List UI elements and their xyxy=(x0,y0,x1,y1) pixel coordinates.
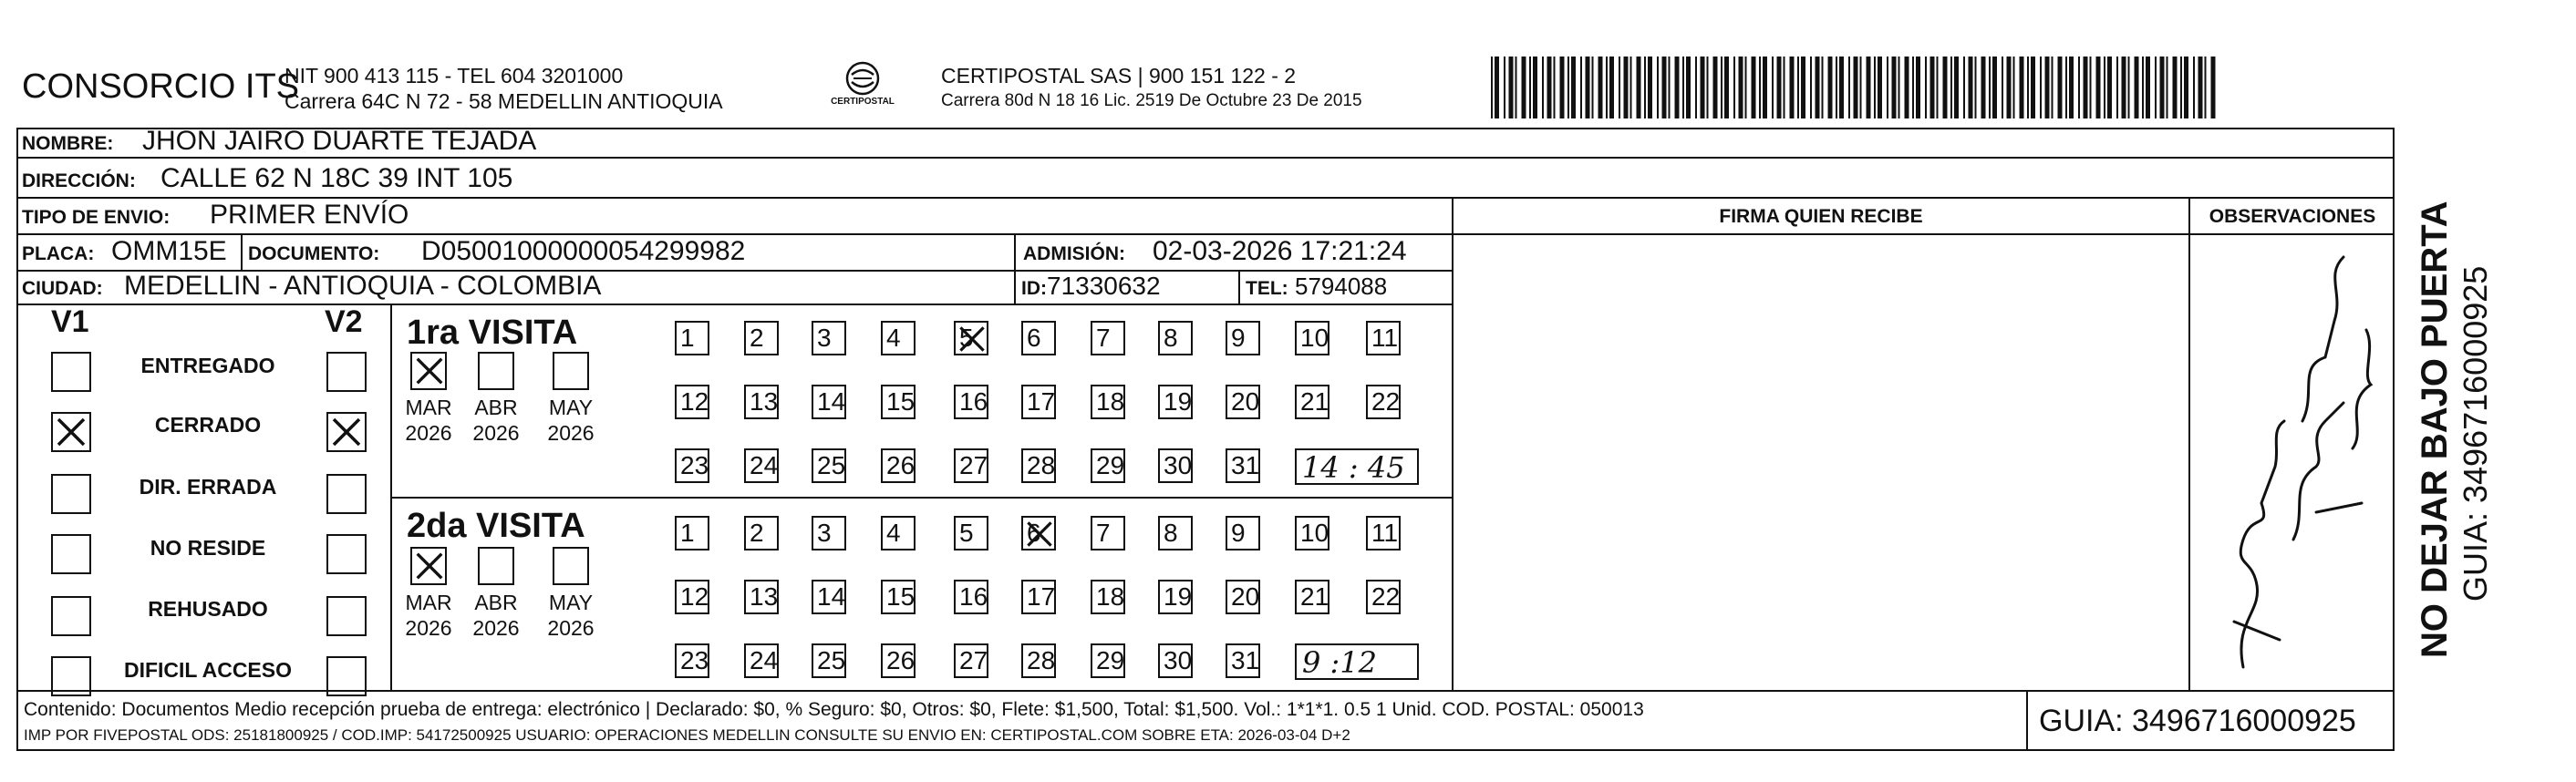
day-number: 31 xyxy=(1231,646,1260,674)
visit2-day-8[interactable] xyxy=(1158,516,1193,550)
carrier-name: CERTIPOSTAL SAS | 900 151 122 - 2 xyxy=(941,64,1297,87)
visit1-month-label: MAY xyxy=(548,396,594,419)
day-number: 13 xyxy=(750,582,779,611)
ciudad-value: MEDELLIN - ANTIOQUIA - COLOMBIA xyxy=(124,271,602,301)
day-number: 23 xyxy=(680,451,709,479)
visit2-day-27[interactable] xyxy=(954,643,988,678)
day-number: 12 xyxy=(680,387,709,416)
visit2-time-box[interactable] xyxy=(1295,643,1419,680)
visit2-day-9[interactable] xyxy=(1226,516,1260,550)
tipo-envio-value: PRIMER ENVÍO xyxy=(210,200,409,230)
visit1-day-2[interactable] xyxy=(744,321,779,355)
day-number: 10 xyxy=(1300,324,1329,352)
visit2-day-30[interactable] xyxy=(1158,643,1193,678)
day-number: 29 xyxy=(1096,451,1125,479)
visit1-time-box[interactable] xyxy=(1295,448,1419,485)
v1-checkbox-0[interactable] xyxy=(51,352,91,392)
logo-text: CERTIPOSTAL xyxy=(831,97,895,107)
visit1-year-label: 2026 xyxy=(405,421,452,445)
side-warning: NO DEJAR BAJO PUERTA xyxy=(2415,201,2455,658)
day-number: 3 xyxy=(817,324,832,352)
day-number: 13 xyxy=(750,387,779,416)
visit1-day-7[interactable] xyxy=(1091,321,1125,355)
day-number: 23 xyxy=(680,646,709,674)
visit2-day-26[interactable] xyxy=(881,643,916,678)
day-number: 25 xyxy=(817,451,846,479)
visit1-month-checkbox-1[interactable] xyxy=(478,352,514,390)
visit1-day-30[interactable] xyxy=(1158,448,1193,483)
visit2-month-label: ABR xyxy=(474,591,518,614)
v2-checkbox-4[interactable] xyxy=(326,596,367,636)
company-name: CONSORCIO ITS xyxy=(22,67,300,106)
visit1-day-29[interactable] xyxy=(1091,448,1125,483)
v1-checkbox-5[interactable] xyxy=(51,656,91,696)
day-number: 24 xyxy=(750,451,779,479)
handwritten-observation xyxy=(2207,239,2389,685)
day-number: 8 xyxy=(1164,324,1178,352)
visit2-month-label: MAY xyxy=(548,591,594,614)
day-number: 26 xyxy=(886,451,916,479)
company-nit: NIT 900 413 115 - TEL 604 3201000 xyxy=(284,64,624,87)
visit1-month-label: MAR xyxy=(405,396,452,419)
visit2-year-label: 2026 xyxy=(405,616,452,640)
day-number: 11 xyxy=(1371,324,1399,352)
status-label: DIR. ERRADA xyxy=(139,475,277,499)
day-number: 18 xyxy=(1096,582,1125,611)
visit2-month-label: MAR xyxy=(405,591,452,614)
side-guia: GUIA: 3496716000925 xyxy=(2457,265,2494,602)
status-label: REHUSADO xyxy=(148,597,268,621)
day-number: 9 xyxy=(1231,519,1246,547)
visit2-day-23[interactable] xyxy=(675,643,709,678)
visit1-day-28[interactable] xyxy=(1021,448,1056,483)
day-number: 6 xyxy=(1027,324,1041,352)
v2-checkbox-1[interactable] xyxy=(326,412,367,452)
day-number: 2 xyxy=(750,519,764,547)
visit1-day-9[interactable] xyxy=(1226,321,1260,355)
visit1-day-19[interactable] xyxy=(1158,385,1193,419)
visit1-day-11[interactable] xyxy=(1366,321,1401,355)
day-number: 27 xyxy=(959,646,988,674)
v2-checkbox-3[interactable] xyxy=(326,534,367,574)
visit2-title: 2da VISITA xyxy=(407,507,585,545)
v2-header: V2 xyxy=(325,304,363,339)
visit2-day-14[interactable] xyxy=(812,580,846,614)
visit1-day-25[interactable] xyxy=(812,448,846,483)
visit1-day-5[interactable] xyxy=(954,321,988,355)
visit2-day-15[interactable] xyxy=(881,580,916,614)
nombre-label: NOMBRE: xyxy=(22,133,114,154)
day-number: 11 xyxy=(1371,519,1399,547)
placa-label: PLACA: xyxy=(22,243,95,264)
day-number: 16 xyxy=(959,582,988,611)
day-number: 27 xyxy=(959,451,988,479)
visit1-day-3[interactable] xyxy=(812,321,846,355)
visit2-day-18[interactable] xyxy=(1091,580,1125,614)
documento-value: D05001000000054299982 xyxy=(421,236,746,266)
visit1-day-1[interactable] xyxy=(675,321,709,355)
visit1-day-26[interactable] xyxy=(881,448,916,483)
day-number: 22 xyxy=(1371,582,1401,611)
nombre-value: JHON JAIRO DUARTE TEJADA xyxy=(142,126,537,156)
visit1-day-16[interactable] xyxy=(954,385,988,419)
day-number: 31 xyxy=(1231,451,1260,479)
day-number: 18 xyxy=(1096,387,1125,416)
visit2-day-7[interactable] xyxy=(1091,516,1125,550)
day-number: 21 xyxy=(1300,582,1329,611)
admision-label: ADMISIÓN: xyxy=(1023,243,1125,264)
visit1-day-22[interactable] xyxy=(1366,385,1401,419)
day-number: 14 xyxy=(817,387,846,416)
day-number: 4 xyxy=(886,519,901,547)
day-number: 21 xyxy=(1300,387,1329,416)
day-number: 20 xyxy=(1231,387,1260,416)
day-number: 7 xyxy=(1096,519,1111,547)
day-number: 29 xyxy=(1096,646,1125,674)
visit1-day-14[interactable] xyxy=(812,385,846,419)
status-label: CERRADO xyxy=(154,413,262,437)
status-label: DIFICIL ACCESO xyxy=(123,658,292,682)
visit1-year-label: 2026 xyxy=(547,421,595,445)
visit2-day-10[interactable] xyxy=(1295,516,1329,550)
visit2-day-31[interactable] xyxy=(1226,643,1260,678)
observaciones-header: OBSERVACIONES xyxy=(2209,206,2376,227)
visit2-day-25[interactable] xyxy=(812,643,846,678)
visit1-day-10[interactable] xyxy=(1295,321,1329,355)
day-number: 1 xyxy=(680,519,695,547)
day-number: 28 xyxy=(1027,646,1056,674)
visit1-day-21[interactable] xyxy=(1295,385,1329,419)
day-number: 9 xyxy=(1231,324,1246,352)
admision-value: 02-03-2026 17:21:24 xyxy=(1153,236,1407,266)
day-number: 25 xyxy=(817,646,846,674)
ciudad-label: CIUDAD: xyxy=(22,278,103,299)
visit2-time: 9 :12 xyxy=(1302,645,1378,680)
day-number: 28 xyxy=(1027,451,1056,479)
day-number: 24 xyxy=(750,646,779,674)
id-label: ID: xyxy=(1021,278,1047,299)
visit1-day-24[interactable] xyxy=(744,448,779,483)
visit1-title: 1ra VISITA xyxy=(407,314,578,352)
visit2-day-29[interactable] xyxy=(1091,643,1125,678)
visit2-day-5[interactable] xyxy=(954,516,988,550)
day-number: 8 xyxy=(1164,519,1178,547)
day-number: 17 xyxy=(1027,582,1056,611)
tipo-envio-label: TIPO DE ENVIO: xyxy=(22,207,171,228)
visit2-day-11[interactable] xyxy=(1366,516,1401,550)
day-number: 2 xyxy=(750,324,764,352)
visit2-month-checkbox-2[interactable] xyxy=(553,547,589,585)
visit1-day-27[interactable] xyxy=(954,448,988,483)
day-number: 7 xyxy=(1096,324,1111,352)
visit1-day-6[interactable] xyxy=(1021,321,1056,355)
visit2-day-13[interactable] xyxy=(744,580,779,614)
direccion-label: DIRECCIÓN: xyxy=(22,170,136,191)
company-address: Carrera 64C N 72 - 58 MEDELLIN ANTIOQUIA xyxy=(284,89,723,113)
direccion-value: CALLE 62 N 18C 39 INT 105 xyxy=(160,163,513,193)
footer-guia: GUIA: 3496716000925 xyxy=(2039,704,2356,738)
day-number: 5 xyxy=(959,324,974,352)
v2-checkbox-2[interactable] xyxy=(326,474,367,514)
day-number: 22 xyxy=(1371,387,1401,416)
visit1-day-12[interactable] xyxy=(675,385,709,419)
day-number: 20 xyxy=(1231,582,1260,611)
carrier-address: Carrera 80d N 18 16 Lic. 2519 De Octubre 23 De 2015 xyxy=(941,91,1362,110)
visit2-year-label: 2026 xyxy=(472,616,520,640)
day-number: 4 xyxy=(886,324,901,352)
visit2-day-16[interactable] xyxy=(954,580,988,614)
firma-header: FIRMA QUIEN RECIBE xyxy=(1719,206,1923,227)
visit1-year-label: 2026 xyxy=(472,421,520,445)
visit2-day-12[interactable] xyxy=(675,580,709,614)
visit2-day-1[interactable] xyxy=(675,516,709,550)
visit2-month-checkbox-0[interactable] xyxy=(410,547,447,585)
day-number: 19 xyxy=(1164,387,1193,416)
visit1-time: 14 : 45 xyxy=(1302,450,1405,485)
visit2-day-22[interactable] xyxy=(1366,580,1401,614)
day-number: 30 xyxy=(1164,646,1193,674)
day-number: 5 xyxy=(959,519,974,547)
day-number: 17 xyxy=(1027,387,1056,416)
day-number: 14 xyxy=(817,582,846,611)
visit2-day-20[interactable] xyxy=(1226,580,1260,614)
visit1-day-17[interactable] xyxy=(1021,385,1056,419)
day-number: 1 xyxy=(680,324,695,352)
day-number: 6 xyxy=(1027,519,1041,547)
visit2-day-17[interactable] xyxy=(1021,580,1056,614)
visit1-day-18[interactable] xyxy=(1091,385,1125,419)
v2-checkbox-0[interactable] xyxy=(326,352,367,392)
day-number: 10 xyxy=(1300,519,1329,547)
day-number: 16 xyxy=(959,387,988,416)
visit2-day-3[interactable] xyxy=(812,516,846,550)
visit1-month-label: ABR xyxy=(474,396,518,419)
visit2-day-21[interactable] xyxy=(1295,580,1329,614)
visit1-month-checkbox-2[interactable] xyxy=(553,352,589,390)
v1-header: V1 xyxy=(51,304,89,339)
visit2-month-checkbox-1[interactable] xyxy=(478,547,514,585)
visit2-day-24[interactable] xyxy=(744,643,779,678)
visit2-day-28[interactable] xyxy=(1021,643,1056,678)
tel-label: TEL: xyxy=(1246,278,1288,299)
status-label: NO RESIDE xyxy=(150,536,266,560)
tel-value: 5794088 xyxy=(1295,273,1388,300)
footer-print-info: IMP POR FIVEPOSTAL ODS: 25181800925 / COD.IMP: 54172500925 USUARIO: OPERACIONES MEDELLIN CONSULTE SU ENVIO EN: CERTIPOSTAL.COM SOBRE ETA: 2026-03-04 D+2 xyxy=(24,726,1350,744)
status-label: ENTREGADO xyxy=(140,354,275,377)
visit1-day-31[interactable] xyxy=(1226,448,1260,483)
visit1-day-15[interactable] xyxy=(881,385,916,419)
visit1-day-20[interactable] xyxy=(1226,385,1260,419)
visit1-day-13[interactable] xyxy=(744,385,779,419)
visit1-day-8[interactable] xyxy=(1158,321,1193,355)
v1-checkbox-3[interactable] xyxy=(51,534,91,574)
visit2-day-2[interactable] xyxy=(744,516,779,550)
day-number: 19 xyxy=(1164,582,1193,611)
v1-checkbox-1[interactable] xyxy=(51,412,91,452)
day-number: 12 xyxy=(680,582,709,611)
documento-label: DOCUMENTO: xyxy=(248,243,380,264)
v1-checkbox-4[interactable] xyxy=(51,596,91,636)
v1-checkbox-2[interactable] xyxy=(51,474,91,514)
day-number: 15 xyxy=(886,582,916,611)
footer-content: Contenido: Documentos Medio recepción prueba de entrega: electrónico | Declarado: $0, % Seguro: $0, Otros: $0, Flete: $1,500, Total: $1,500. Vol.: 1*1*1. 0.5 1 Unid. COD. POSTAL: 050013 xyxy=(24,699,1644,720)
visit2-day-19[interactable] xyxy=(1158,580,1193,614)
visit2-day-4[interactable] xyxy=(881,516,916,550)
id-value: 71330632 xyxy=(1047,272,1161,300)
visit1-month-checkbox-0[interactable] xyxy=(410,352,447,390)
visit2-year-label: 2026 xyxy=(547,616,595,640)
day-number: 26 xyxy=(886,646,916,674)
visit1-day-4[interactable] xyxy=(881,321,916,355)
visit2-day-6[interactable] xyxy=(1021,516,1056,550)
v2-checkbox-5[interactable] xyxy=(326,656,367,696)
certipostal-logo xyxy=(821,58,905,113)
barcode xyxy=(1491,57,2220,118)
day-number: 30 xyxy=(1164,451,1193,479)
visit1-day-23[interactable] xyxy=(675,448,709,483)
day-number: 15 xyxy=(886,387,916,416)
placa-value: OMM15E xyxy=(111,236,227,266)
day-number: 3 xyxy=(817,519,832,547)
